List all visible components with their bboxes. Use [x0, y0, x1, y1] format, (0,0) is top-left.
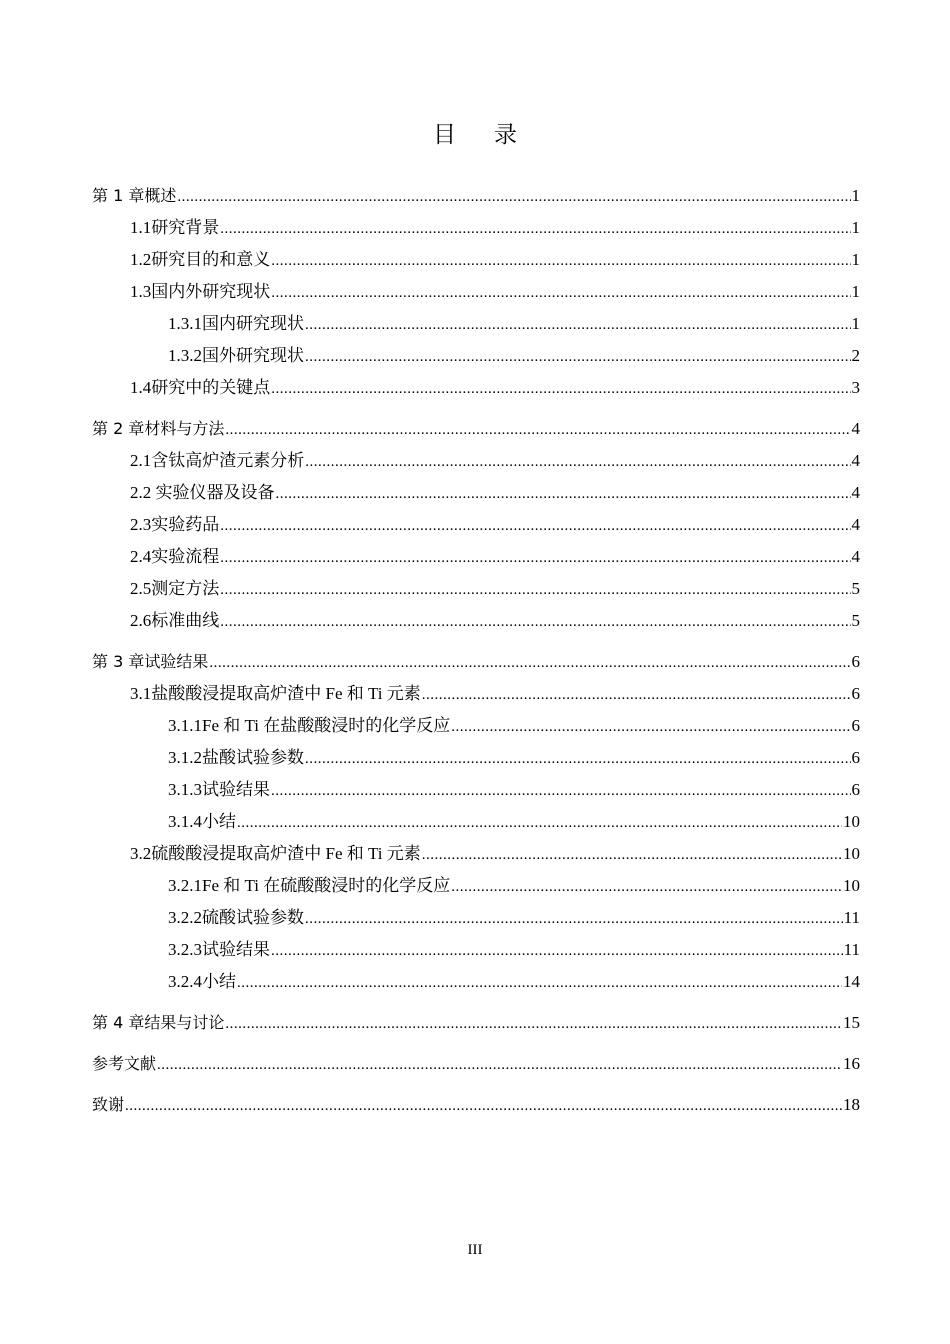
toc-entry-number: 1.3 [130, 282, 152, 301]
toc-dot-leader [220, 510, 850, 542]
toc-entry-page: 4 [851, 515, 860, 534]
toc-dot-leader [220, 542, 850, 574]
toc-dot-leader [209, 647, 850, 679]
toc-entry-page: 16 [843, 1054, 860, 1073]
toc-entry-title: Fe 和 Ti 在盐酸酸浸时的化学反应 [202, 716, 451, 735]
toc-entry[interactable] [92, 1007, 860, 1039]
toc-entry-page: 2 [851, 346, 860, 365]
toc-entry-page: 15 [843, 1013, 860, 1032]
toc-entry-title: 研究背景 [151, 218, 220, 237]
toc-dot-leader [237, 807, 842, 839]
toc-entry-number: 第 3 章 [92, 652, 145, 671]
toc-dot-leader [157, 1049, 842, 1081]
toc-entry-number: 3.2.4 [168, 972, 202, 991]
toc-entry-title: 2.2 实验仪器及设备 [130, 483, 275, 502]
toc-entry-page: 3 [851, 378, 860, 397]
toc-dot-leader [271, 245, 850, 277]
toc-entry[interactable] [92, 742, 860, 774]
toc-entry[interactable] [92, 710, 860, 742]
toc-entry-title: 国内外研究现状 [151, 282, 271, 301]
toc-entry[interactable] [92, 966, 860, 998]
toc-entry[interactable] [92, 605, 860, 637]
toc-entry[interactable] [92, 509, 860, 541]
toc-dot-leader [271, 373, 850, 405]
toc-entry-number: 2.4 [130, 547, 152, 566]
toc-entry[interactable] [92, 838, 860, 870]
toc-entry-number: 2.6 [130, 611, 152, 630]
toc-entry-number: 3.1.3 [168, 780, 202, 799]
toc-entry-number: 3.1.1 [168, 716, 202, 735]
toc-entry-page: 6 [851, 716, 860, 735]
toc-entry-page: 11 [843, 940, 860, 959]
toc-entry[interactable] [92, 541, 860, 573]
toc-entry-page: 4 [851, 419, 860, 438]
toc-entry-title: 标准曲线 [151, 611, 220, 630]
toc-entry[interactable] [92, 573, 860, 605]
table-of-contents [92, 180, 860, 1121]
toc-dot-leader [125, 1090, 842, 1122]
toc-entry-title: 小结 [202, 812, 236, 831]
toc-entry-number: 1.4 [130, 378, 152, 397]
toc-dot-leader [220, 574, 850, 606]
toc-entry-number: 第 2 章 [92, 419, 145, 438]
toc-entry-page: 1 [851, 282, 860, 301]
toc-entry-number: 3.1.4 [168, 812, 202, 831]
toc-entry-page: 1 [851, 186, 860, 205]
toc-entry-page: 1 [851, 314, 860, 333]
toc-entry-title: 含钛高炉渣元素分析 [151, 451, 305, 470]
toc-dot-leader [422, 679, 851, 711]
toc-entry[interactable] [92, 372, 860, 404]
toc-dot-leader [220, 213, 850, 245]
toc-entry-number: 1.3.2 [168, 346, 202, 365]
toc-entry-page: 10 [843, 812, 860, 831]
toc-entry-number: 3.2 [130, 844, 152, 863]
toc-entry-title: 研究目的和意义 [151, 250, 271, 269]
toc-entry-title: 盐酸酸浸提取高炉渣中 Fe 和 Ti 元素 [151, 684, 421, 703]
toc-entry[interactable] [92, 180, 860, 212]
toc-entry-page: 6 [851, 652, 860, 671]
toc-dot-leader [305, 446, 850, 478]
toc-entry-page: 4 [851, 483, 860, 502]
toc-entry[interactable] [92, 308, 860, 340]
toc-dot-leader [451, 711, 850, 743]
toc-entry-page: 18 [843, 1095, 860, 1114]
toc-entry-number: 3.1.2 [168, 748, 202, 767]
toc-entry-number: 3.1 [130, 684, 152, 703]
toc-entry-title: 致谢 [92, 1095, 125, 1114]
toc-dot-leader [225, 414, 850, 446]
toc-dot-leader [237, 967, 842, 999]
toc-entry-title: 研究中的关键点 [151, 378, 271, 397]
toc-entry-title: 硫酸酸浸提取高炉渣中 Fe 和 Ti 元素 [151, 844, 421, 863]
toc-dot-leader [451, 871, 842, 903]
toc-dot-leader [305, 743, 851, 775]
toc-entry-number: 1.3.1 [168, 314, 202, 333]
toc-entry[interactable] [92, 276, 860, 308]
toc-entry[interactable] [92, 340, 860, 372]
toc-entry-number: 2.1 [130, 451, 152, 470]
toc-entry-title: 国内研究现状 [202, 314, 304, 333]
toc-entry-page: 14 [843, 972, 860, 991]
toc-entry[interactable] [92, 477, 860, 509]
toc-entry-page: 1 [851, 218, 860, 237]
toc-entry-page: 10 [843, 844, 860, 863]
toc-entry-page: 1 [851, 250, 860, 269]
toc-dot-leader [305, 341, 851, 373]
toc-entry-page: 11 [843, 908, 860, 927]
toc-dot-leader [422, 839, 842, 871]
toc-entry-title: 实验药品 [151, 515, 220, 534]
toc-dot-leader [305, 309, 851, 341]
toc-entry[interactable] [92, 212, 860, 244]
toc-entry-page: 6 [851, 780, 860, 799]
toc-entry-number: 第 1 章 [92, 186, 145, 205]
toc-dot-leader [225, 1008, 842, 1040]
toc-entry[interactable] [92, 413, 860, 445]
toc-entry-title: Fe 和 Ti 在硫酸酸浸时的化学反应 [202, 876, 451, 895]
toc-entry-page: 4 [851, 451, 860, 470]
toc-entry[interactable] [92, 678, 860, 710]
toc-entry-title: 实验流程 [151, 547, 220, 566]
toc-dot-leader [305, 903, 843, 935]
page-title: 目录 [433, 122, 555, 148]
toc-entry[interactable] [92, 646, 860, 678]
toc-entry[interactable] [92, 806, 860, 838]
toc-entry-title: 参考文献 [92, 1054, 157, 1073]
toc-entry-title: 盐酸试验参数 [202, 748, 304, 767]
toc-entry-number: 2.5 [130, 579, 152, 598]
toc-entry-title: 试验结果 [202, 780, 270, 799]
toc-entry-page: 6 [851, 684, 860, 703]
toc-entry[interactable] [92, 774, 860, 806]
toc-entry-number: 3.2.3 [168, 940, 202, 959]
toc-dot-leader [271, 775, 851, 807]
toc-entry[interactable] [92, 870, 860, 902]
toc-entry-title: 硫酸试验参数 [202, 908, 304, 927]
toc-entry-title: 测定方法 [151, 579, 220, 598]
toc-entry-title: 试验结果 [144, 652, 209, 671]
toc-entry-page: 5 [851, 611, 860, 630]
toc-dot-leader [220, 606, 850, 638]
toc-entry-page: 6 [851, 748, 860, 767]
toc-entry-page: 10 [843, 876, 860, 895]
toc-entry[interactable] [92, 1089, 860, 1121]
toc-entry[interactable] [92, 445, 860, 477]
toc-dot-leader [177, 181, 850, 213]
toc-entry[interactable] [92, 1048, 860, 1080]
toc-entry[interactable] [92, 902, 860, 934]
toc-entry-number: 第 4 章 [92, 1013, 145, 1032]
toc-dot-leader [276, 478, 851, 510]
toc-entry-number: 3.2.2 [168, 908, 202, 927]
toc-entry-number: 1.1 [130, 218, 152, 237]
toc-entry-title: 结果与讨论 [144, 1013, 225, 1032]
toc-entry-title: 试验结果 [202, 940, 270, 959]
toc-entry-number: 1.2 [130, 250, 152, 269]
toc-entry-page: 5 [851, 579, 860, 598]
page-number: III [467, 1242, 483, 1258]
toc-entry[interactable] [92, 244, 860, 276]
toc-entry-title: 概述 [144, 186, 177, 205]
toc-entry-number: 3.2.1 [168, 876, 202, 895]
toc-entry[interactable] [92, 934, 860, 966]
toc-dot-leader [271, 277, 850, 309]
toc-entry-title: 材料与方法 [144, 419, 225, 438]
toc-entry-title: 小结 [202, 972, 236, 991]
toc-entry-number: 2.3 [130, 515, 152, 534]
toc-entry-title: 国外研究现状 [202, 346, 304, 365]
toc-dot-leader [271, 935, 843, 967]
toc-entry-page: 4 [851, 547, 860, 566]
